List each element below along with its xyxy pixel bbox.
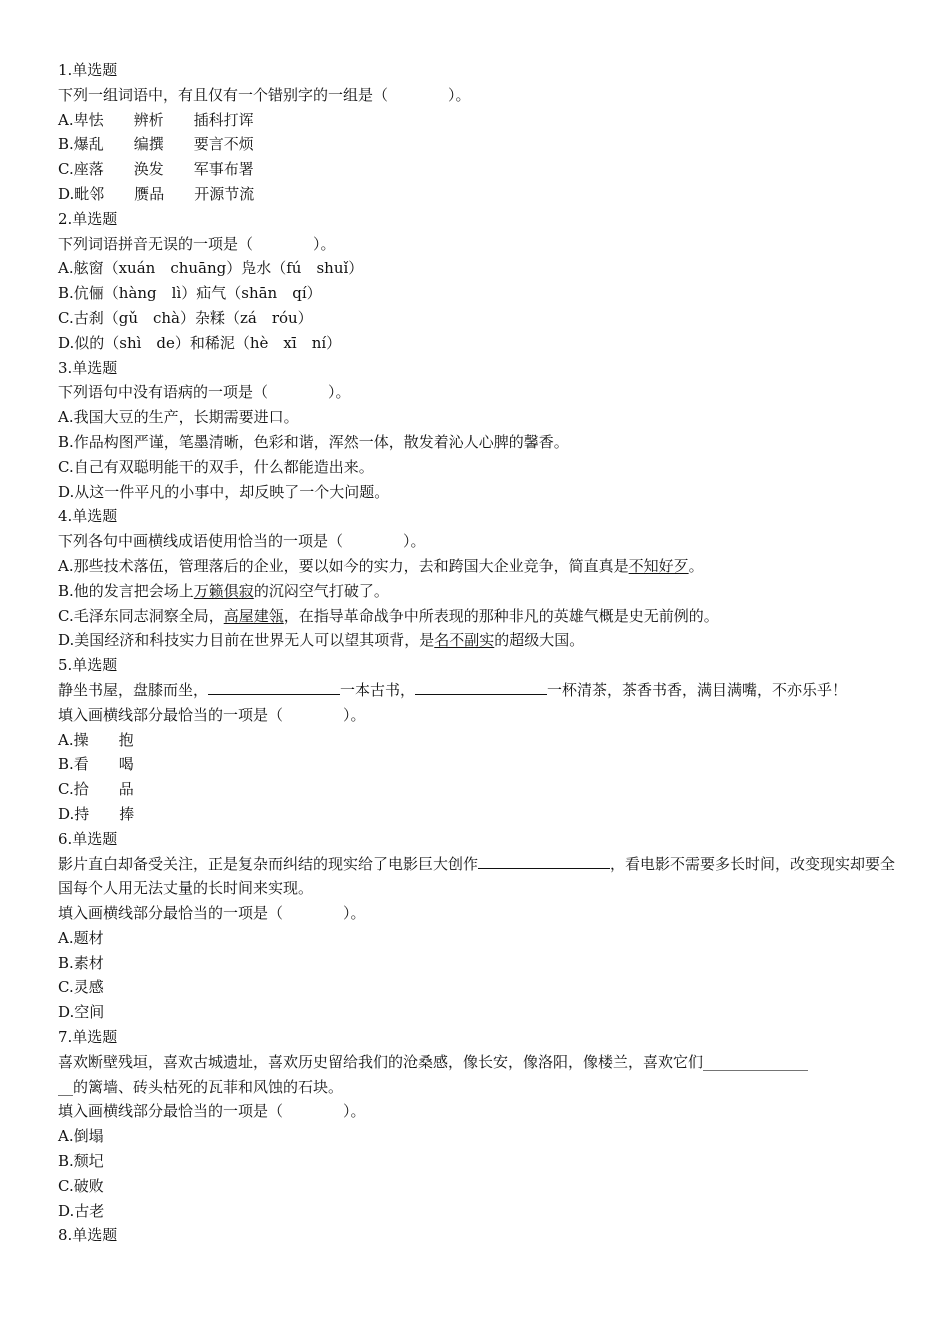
- q6-header: 6.单选题: [58, 829, 118, 848]
- q4-option-a-end: 。: [688, 556, 704, 575]
- q5-option-c: C.拾 品: [58, 780, 134, 799]
- q3-option-b: B.作品构图严谨，笔墨清晰，色彩和谐，浑然一体，散发着沁人心脾的馨香。: [58, 432, 569, 451]
- q2-option-a: A.舷窗（xuán chuāng）凫水（fú shuǐ）: [58, 259, 364, 278]
- q6-stem: 填入画横线部分最恰当的一项是（ ）。: [58, 904, 366, 923]
- q2-stem: 下列词语拼音无误的一项是（ ）。: [58, 234, 336, 253]
- exam-document: [58, 58, 898, 1248]
- q4-option-b-end: 的沉闷空气打破了。: [253, 581, 389, 600]
- q6-passage: [58, 852, 898, 902]
- q2-option-d: D.似的（shì de）和稀泥（hè xī ní）: [58, 333, 342, 352]
- q4-option-c-end: ，在指导革命战争中所表现的那种非凡的英雄气概是史无前例的。: [283, 606, 719, 625]
- q4-option-a-text: A.那些技术落伍，管理落后的企业，要以如今的实力，去和跨国大企业竞争，简直真是: [58, 556, 629, 575]
- q6-option-b: B.素材: [58, 953, 104, 972]
- q8-header: 8.单选题: [58, 1226, 118, 1245]
- q5-option-b: B.看 喝: [58, 755, 134, 774]
- q5-header: 5.单选题: [58, 656, 118, 675]
- q5-blank-1: [208, 679, 340, 695]
- q6-option-c: C.灵感: [58, 978, 104, 997]
- q7-blank-part1: ______________: [703, 1052, 809, 1071]
- q1-option-b: B.爆乱 编撰 要言不烦: [58, 135, 254, 154]
- q7-option-a: A.倒塌: [58, 1127, 104, 1146]
- q5-passage: [58, 678, 898, 703]
- q4-option-c-idiom: 高屋建瓴: [223, 606, 284, 625]
- q5-passage-part1: 静坐书屋，盘膝而坐，: [58, 680, 209, 699]
- q7-option-d: D.古老: [58, 1201, 105, 1220]
- q3-option-d: D.从这一件平凡的小事中，却反映了一个大问题。: [58, 482, 390, 501]
- q2-option-b: B.伉俪（hàng lì）疝气（shān qí）: [58, 284, 322, 303]
- q4-option-d-text: D.美国经济和科技实力目前在世界无人可以望其项背，是: [58, 631, 435, 650]
- q7-stem: 填入画横线部分最恰当的一项是（ ）。: [58, 1102, 366, 1121]
- q5-option-d: D.持 捧: [58, 804, 135, 823]
- q4-header: 4.单选题: [58, 507, 118, 526]
- q5-blank-2: [415, 679, 547, 695]
- q4-option-c-text: C.毛泽东同志洞察全局，: [58, 606, 224, 625]
- q1-stem: 下列一组词语中，有且仅有一个错别字的一组是（ ）。: [58, 85, 471, 104]
- q3-option-c: C.自己有双聪明能干的双手，什么都能造出来。: [58, 457, 374, 476]
- q2-header: 2.单选题: [58, 209, 118, 228]
- q7-passage-part1: 喜欢断壁残垣，喜欢古城遗址，喜欢历史留给我们的沧桑感，像长安，像洛阳，像楼兰，喜欢它们: [58, 1052, 704, 1071]
- q6-blank: [478, 853, 610, 869]
- q7-passage-line2: [58, 1075, 898, 1100]
- q7-passage-line1: [58, 1050, 898, 1075]
- q5-passage-part2: 一本古书，: [340, 680, 416, 699]
- q1-option-d: D.毗邻 赝品 开源节流: [58, 184, 255, 203]
- q3-stem: 下列语句中没有语病的一项是（ ）。: [58, 383, 351, 402]
- q7-option-b: B.颓圮: [58, 1152, 104, 1171]
- q4-option-d-end: 的超级大国。: [494, 631, 585, 650]
- q1-option-a: A.卑怯 辨析 插科打诨: [58, 110, 254, 129]
- q3-option-a: A.我国大豆的生产，长期需要进口。: [58, 408, 299, 427]
- q5-passage-part3: 一杯清茶，茶香书香，满目满嘴，不亦乐乎！: [547, 680, 848, 699]
- q6-option-d: D.空间: [58, 1003, 105, 1022]
- q6-passage-part1: 影片直白却备受关注，正是复杂而纠结的现实给了电影巨大创作: [58, 854, 479, 873]
- q1-header: 1.单选题: [58, 61, 118, 79]
- q5-stem: 填入画横线部分最恰当的一项是（ ）。: [58, 705, 366, 724]
- q4-option-d-idiom: 名不副实: [434, 631, 495, 650]
- q1-option-c: C.座落 涣发 军事布署: [58, 160, 254, 179]
- q5-option-a: A.操 抱: [58, 730, 134, 749]
- q7-blank-part2: __: [58, 1077, 73, 1096]
- q4-option-b-idiom: 万籁俱寂: [193, 581, 254, 600]
- q4-option-a: [58, 554, 898, 579]
- q6-option-a: A.题材: [58, 928, 104, 947]
- q7-option-c: C.破败: [58, 1176, 104, 1195]
- q4-option-a-idiom: 不知好歹: [628, 556, 689, 575]
- q6-passage-part2: ，看电影不需要多长时间，改变现实却要全国每个人用无法丈量的长时间来实现。: [58, 854, 896, 898]
- q7-passage-part2: 的篱墙、砖头枯死的瓦菲和风蚀的石块。: [73, 1077, 344, 1096]
- q2-option-c: C.古刹（gǔ chà）杂糅（zá róu）: [58, 308, 313, 327]
- q4-option-b-text: B.他的发言把会场上: [58, 581, 194, 600]
- q7-header: 7.单选题: [58, 1028, 118, 1047]
- q4-stem: 下列各句中画横线成语使用恰当的一项是（ ）。: [58, 532, 426, 551]
- q4-option-d: [58, 628, 898, 653]
- q4-option-c: [58, 604, 898, 629]
- q4-option-b: [58, 579, 898, 604]
- q3-header: 3.单选题: [58, 358, 118, 377]
